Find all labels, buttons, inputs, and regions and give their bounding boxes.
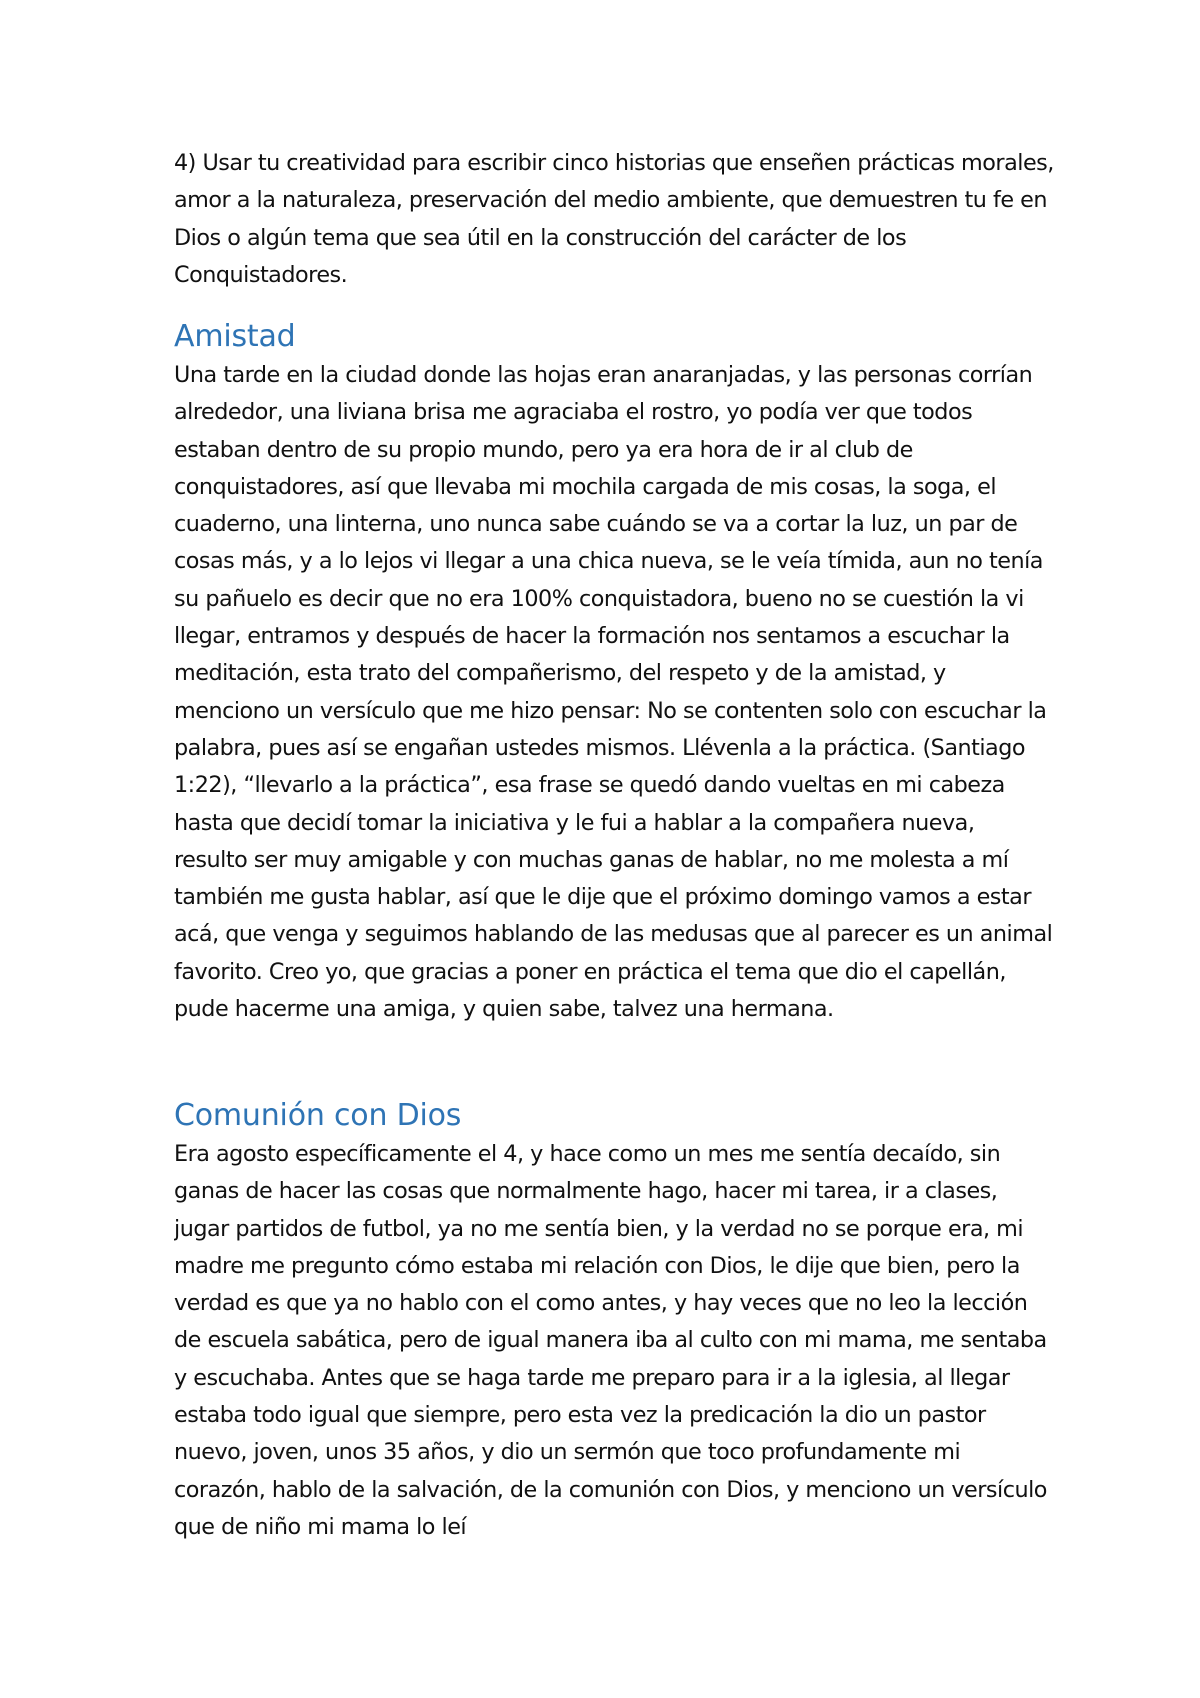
- section-body: Era agosto específicamente el 4, y hace como un mes me sentía decaído, sin ganas de hacer las cosas que normalmente hago, hacer mi tarea, ir a clases, jugar partidos de futbol, ya no me sentía bien, y la verdad no se porque era, mi madre me pregunto cómo estaba mi relación con Dios, le dije que bien, pero la verdad es que ya no hablo con el como antes, y hay veces que no leo la lección de escuela sabática, pero de igual manera iba al culto con mi mama, me sentaba y escuchaba. Antes que se haga tarde me preparo para ir a la iglesia, al llegar estaba todo igual que siempre, pero esta vez la predicación la dio un pastor nuevo, joven, unos 35 años, y dio un sermón que toco profundamente mi corazón, hablo de la salvación, de la comunión con Dios, y menciono un versículo que de niño mi mama lo leí: [174, 1141, 1047, 1540]
- section-comunion-con-dios: [174, 1096, 1054, 1543]
- section-heading: Comunión con Dios: [174, 1098, 462, 1133]
- document-content: [174, 145, 1054, 1540]
- section-heading: Amistad: [174, 319, 296, 354]
- section-body: Una tarde en la ciudad donde las hojas eran anaranjadas, y las personas corrían alrededor, una liviana brisa me agraciaba el rostro, yo podía ver que todos estaban dentro de su propio mundo, pero ya era hora de ir al club de conquistadores, así que llevaba mi mochila cargada de mis cosas, la soga, el cuaderno, una linterna, uno nunca sabe cuándo se va a cortar la luz, un par de cosas más, y a lo lejos vi llegar a una chica nueva, se le veía tímida, aun no tenía su pañuelo es decir que no era 100% conquistadora, bueno no se cuestión la vi llegar, entramos y después de hacer la formación nos sentamos a escuchar la meditación, esta trato del compañerismo, del respeto y de la amistad, y menciono un versículo que me hizo pensar: No se contenten solo con escuchar la palabra, pues así se engañan ustedes mismos. Llévenla a la práctica. (Santiago 1:22), “llevarlo a la práctica”, esa frase se quedó dando vueltas en mi cabeza hasta que decidí tomar la iniciativa y le fui a hablar a la compañera nueva, resulto ser muy amigable y con muchas ganas de hablar, no me molesta a mí también me gusta hablar, así que le dije que el próximo domingo vamos a estar acá, que venga y seguimos hablando de las medusas que al parecer es un animal favorito. Creo yo, que gracias a poner en práctica el tema que dio el capellán, pude hacerme una amiga, y quien sabe, talvez una hermana.: [174, 362, 1053, 1023]
- intro-paragraph: 4) Usar tu creatividad para escribir cinco historias que enseñen prácticas morales, amor a la naturaleza, preservación del medio ambiente, que demuestren tu fe en Dios o algún tema que sea útil en la construcción del carácter de los Conquistadores.: [174, 150, 1054, 288]
- section-amistad: [174, 317, 1054, 1028]
